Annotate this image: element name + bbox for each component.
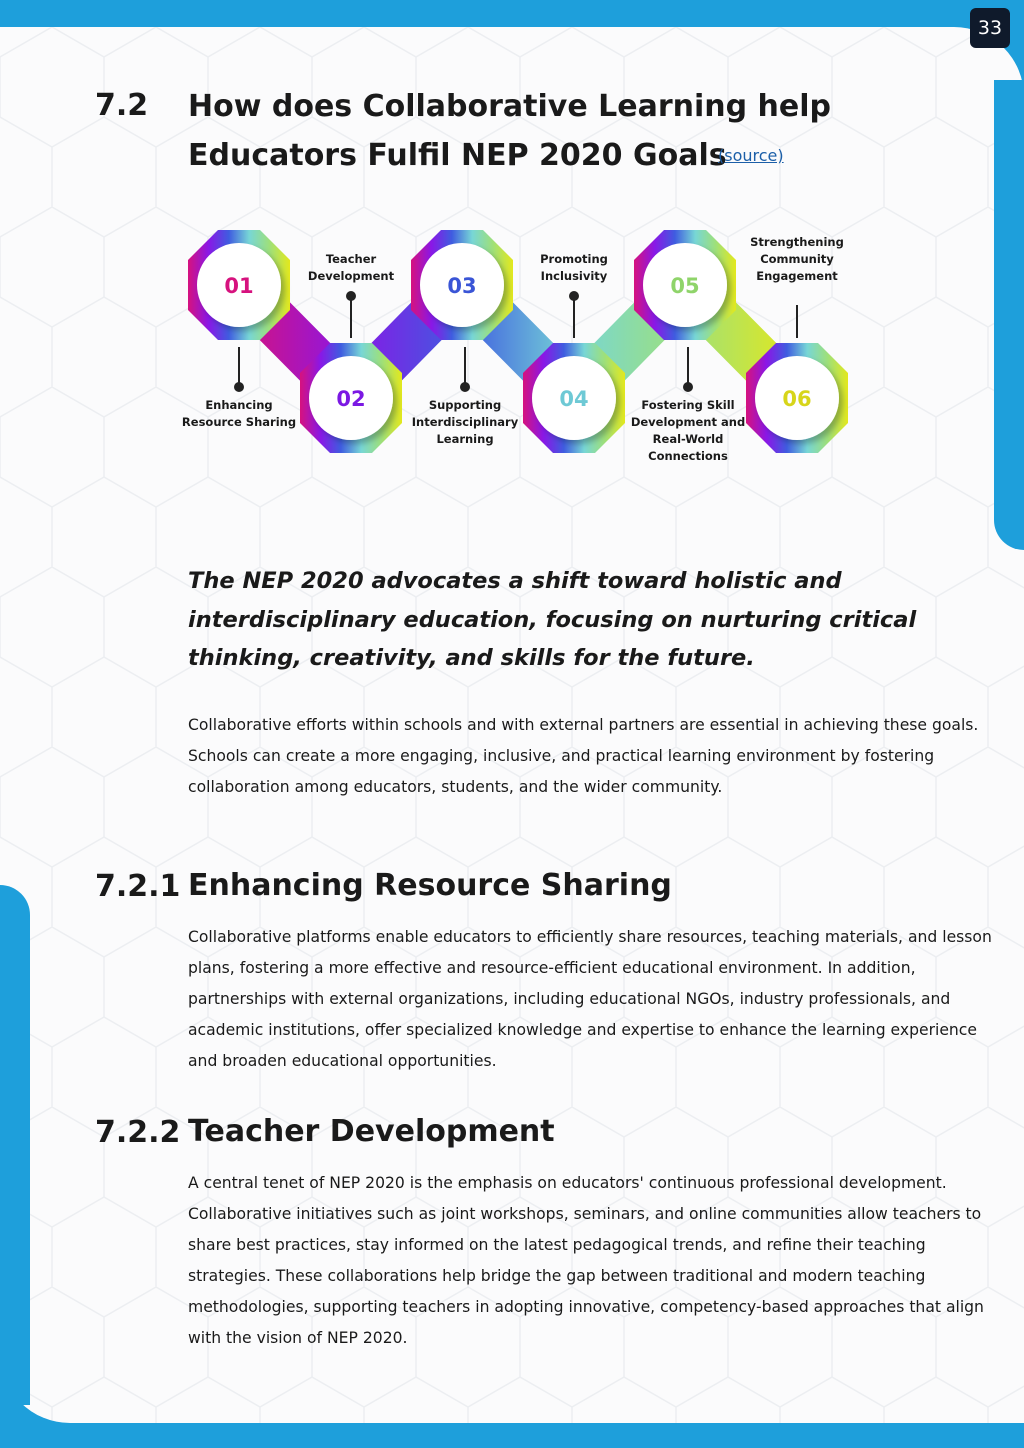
step-label-04: Promoting Inclusivity: [540, 252, 608, 283]
connector-03: [461, 347, 469, 391]
step-num-06: 06: [782, 387, 812, 411]
subsection-title-1: Enhancing Resource Sharing: [188, 868, 672, 903]
step-num-05: 05: [670, 274, 700, 298]
source-link[interactable]: (source): [718, 146, 784, 165]
connector-05: [684, 347, 692, 391]
section-title-line2: Educators Fulfil NEP 2020 Goals: [188, 138, 727, 173]
section-number: 7.2: [95, 88, 149, 123]
subsection-body-2: A central tenet of NEP 2020 is the emphasis on educators' continuous professional development. Collaborative initiatives such as joint workshops, seminars, and online communities allow teachers to share best practices, stay informed on the latest pedagogical trends, and refine their teaching strategies. These collaborations help bridge the gap between traditional and modern teaching methodologies, supporting teachers in adopting innovative, competency-based approaches that align with the vision of NEP 2020.: [188, 1174, 984, 1347]
side-accent-right: [994, 80, 1024, 550]
connector-04: [570, 292, 578, 338]
step-num-01: 01: [224, 274, 254, 298]
step-num-02: 02: [336, 387, 366, 411]
side-accent-left: [0, 885, 30, 1405]
step-label-03: Supporting Interdisciplinary Learning: [411, 398, 519, 446]
intro-paragraph: Collaborative efforts within schools and with external partners are essential in achieving these goals. Schools can create a more engaging, inclusive, and practical learning environment by fostering collaboration among educators, students, and the wider community.: [188, 716, 979, 796]
highlight-quote: The NEP 2020 advocates a shift toward holistic and interdisciplinary education, focusing on nurturing critical thinking, creativity, and skills for the future.: [188, 568, 917, 671]
connector-01: [235, 347, 243, 391]
subsection-title-2: Teacher Development: [188, 1114, 555, 1149]
step-label-01: Enhancing Resource Sharing: [181, 398, 297, 429]
step-label-06: Strengthening Community Engagement: [750, 235, 844, 283]
step-label-05: Fostering Skill Development and Real-World Connections: [630, 398, 746, 463]
step-num-04: 04: [559, 387, 589, 411]
subsection-body-1: Collaborative platforms enable educators to efficiently share resources, teaching materials, and lesson plans, fostering a more effective and resource-efficient educational environment. In addition, partnerships with external organizations, including educational NGOs, industry professionals, and academic institutions, offer specialized knowledge and expertise to enhance the learning experience and broaden educational opportunities.: [188, 928, 992, 1070]
step-label-02: Teacher Development: [307, 252, 395, 283]
connector-02: [347, 292, 355, 338]
subsection-number-2: 7.2.2: [95, 1115, 181, 1150]
subsection-number-1: 7.2.1: [95, 869, 181, 904]
goals-diagram: [180, 225, 870, 475]
page-number: 33: [970, 8, 1010, 48]
section-title-line1: How does Collaborative Learning help: [188, 89, 832, 124]
step-num-03: 03: [447, 274, 477, 298]
